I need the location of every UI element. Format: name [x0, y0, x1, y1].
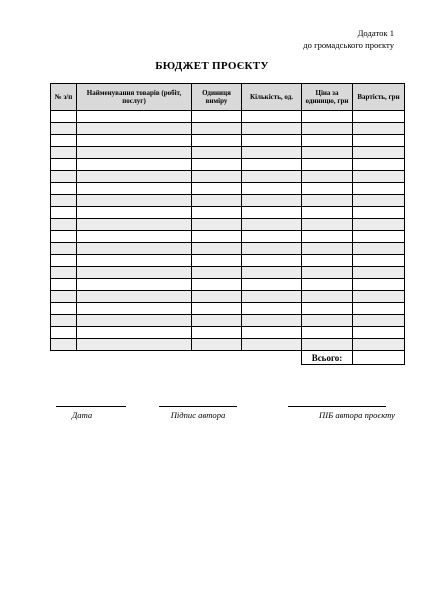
- number-cell[interactable]: [51, 303, 77, 315]
- item-name-cell[interactable]: [77, 219, 192, 231]
- table-row: [51, 339, 405, 351]
- unit-price-cell[interactable]: [302, 195, 353, 207]
- unit-cell[interactable]: [192, 291, 242, 303]
- author-name-line: [288, 406, 386, 407]
- quantity-cell[interactable]: [242, 159, 302, 171]
- date-label: Дата: [71, 410, 93, 420]
- total-row: [51, 351, 405, 365]
- quantity-cell[interactable]: [242, 255, 302, 267]
- number-cell[interactable]: [51, 327, 77, 339]
- quantity-cell[interactable]: [242, 231, 302, 243]
- item-name-cell[interactable]: [77, 135, 192, 147]
- table-row: [51, 255, 405, 267]
- unit-cell[interactable]: [192, 315, 242, 327]
- number-cell[interactable]: [51, 291, 77, 303]
- unit-cell[interactable]: [192, 327, 242, 339]
- unit-cell[interactable]: [192, 135, 242, 147]
- unit-cell[interactable]: [192, 195, 242, 207]
- table-row: [51, 231, 405, 243]
- total-stub: [242, 351, 302, 365]
- table-row: [51, 123, 405, 135]
- unit-cell[interactable]: [192, 279, 242, 291]
- number-cell[interactable]: [51, 279, 77, 291]
- item-name-cell[interactable]: [77, 255, 192, 267]
- quantity-cell[interactable]: [242, 279, 302, 291]
- table-body: [51, 111, 405, 365]
- number-cell[interactable]: [51, 255, 77, 267]
- cost-cell[interactable]: [353, 135, 405, 147]
- item-name-cell[interactable]: [77, 183, 192, 195]
- cost-cell[interactable]: [353, 159, 405, 171]
- item-name-cell[interactable]: [77, 207, 192, 219]
- author-signature-line: [159, 406, 237, 407]
- cost-cell[interactable]: [353, 243, 405, 255]
- quantity-cell[interactable]: [242, 123, 302, 135]
- table-row: [51, 195, 405, 207]
- quantity-cell[interactable]: [242, 171, 302, 183]
- unit-price-cell[interactable]: [302, 123, 353, 135]
- number-cell[interactable]: [51, 147, 77, 159]
- quantity-cell[interactable]: [242, 135, 302, 147]
- table-row: [51, 159, 405, 171]
- table-row: [51, 303, 405, 315]
- appendix-note: [303, 28, 394, 51]
- cost-cell[interactable]: [353, 207, 405, 219]
- unit-cell[interactable]: [192, 255, 242, 267]
- unit-cell[interactable]: [192, 147, 242, 159]
- item-name-cell[interactable]: [77, 303, 192, 315]
- cost-cell[interactable]: [353, 315, 405, 327]
- number-cell[interactable]: [51, 207, 77, 219]
- unit-price-cell[interactable]: [302, 171, 353, 183]
- number-cell[interactable]: [51, 219, 77, 231]
- cost-cell[interactable]: [353, 219, 405, 231]
- cost-cell[interactable]: [353, 171, 405, 183]
- header-number: № з/п: [51, 84, 77, 111]
- unit-price-cell[interactable]: [302, 111, 353, 123]
- cost-cell[interactable]: [353, 279, 405, 291]
- number-cell[interactable]: [51, 111, 77, 123]
- page-title: БЮДЖЕТ ПРОЄКТУ: [155, 60, 269, 72]
- unit-cell[interactable]: [192, 303, 242, 315]
- unit-cell[interactable]: [192, 219, 242, 231]
- quantity-cell[interactable]: [242, 219, 302, 231]
- quantity-cell[interactable]: [242, 327, 302, 339]
- item-name-cell[interactable]: [77, 279, 192, 291]
- total-stub: [77, 351, 192, 365]
- table-row: [51, 183, 405, 195]
- table-row: [51, 279, 405, 291]
- cost-cell[interactable]: [353, 255, 405, 267]
- unit-price-cell[interactable]: [302, 339, 353, 351]
- quantity-cell[interactable]: [242, 111, 302, 123]
- unit-price-cell[interactable]: [302, 231, 353, 243]
- item-name-cell[interactable]: [77, 195, 192, 207]
- number-cell[interactable]: [51, 183, 77, 195]
- item-name-cell[interactable]: [77, 111, 192, 123]
- appendix-line-2: до громадського проєкту: [303, 39, 394, 50]
- table-row: [51, 135, 405, 147]
- unit-price-cell[interactable]: [302, 279, 353, 291]
- header-cost: Вартість, грн: [353, 84, 405, 111]
- unit-price-cell[interactable]: [302, 159, 353, 171]
- appendix-line-1: Додаток 1: [357, 28, 394, 38]
- quantity-cell[interactable]: [242, 315, 302, 327]
- table-row: [51, 291, 405, 303]
- cost-cell[interactable]: [353, 339, 405, 351]
- header-quantity: Кількість, од.: [242, 84, 302, 111]
- item-name-cell[interactable]: [77, 315, 192, 327]
- unit-price-cell[interactable]: [302, 267, 353, 279]
- item-name-cell[interactable]: [77, 267, 192, 279]
- item-name-cell[interactable]: [77, 339, 192, 351]
- table-row: [51, 207, 405, 219]
- cost-cell[interactable]: [353, 291, 405, 303]
- unit-cell[interactable]: [192, 267, 242, 279]
- unit-price-cell[interactable]: [302, 135, 353, 147]
- author-signature-label: Підпис автора: [170, 410, 226, 420]
- total-label: Всього:: [302, 351, 353, 365]
- unit-price-cell[interactable]: [302, 315, 353, 327]
- header-unit: Одиниця виміру: [192, 84, 242, 111]
- unit-price-cell[interactable]: [302, 291, 353, 303]
- number-cell[interactable]: [51, 171, 77, 183]
- item-name-cell[interactable]: [77, 291, 192, 303]
- table-row: [51, 267, 405, 279]
- unit-cell[interactable]: [192, 111, 242, 123]
- quantity-cell[interactable]: [242, 183, 302, 195]
- total-stub: [192, 351, 242, 365]
- unit-price-cell[interactable]: [302, 303, 353, 315]
- unit-price-cell[interactable]: [302, 255, 353, 267]
- cost-cell[interactable]: [353, 195, 405, 207]
- quantity-cell[interactable]: [242, 339, 302, 351]
- item-name-cell[interactable]: [77, 243, 192, 255]
- item-name-cell[interactable]: [77, 123, 192, 135]
- item-name-cell[interactable]: [77, 327, 192, 339]
- date-line: [56, 406, 126, 407]
- author-name-label: ПІБ автора проєкту: [319, 410, 395, 420]
- cost-cell[interactable]: [353, 183, 405, 195]
- unit-cell[interactable]: [192, 243, 242, 255]
- unit-cell[interactable]: [192, 123, 242, 135]
- unit-price-cell[interactable]: [302, 147, 353, 159]
- item-name-cell[interactable]: [77, 147, 192, 159]
- quantity-cell[interactable]: [242, 267, 302, 279]
- number-cell[interactable]: [51, 243, 77, 255]
- unit-price-cell[interactable]: [302, 183, 353, 195]
- quantity-cell[interactable]: [242, 243, 302, 255]
- unit-price-cell[interactable]: [302, 243, 353, 255]
- cost-cell[interactable]: [353, 231, 405, 243]
- unit-price-cell[interactable]: [302, 207, 353, 219]
- table-header-row: [51, 84, 405, 111]
- cost-cell[interactable]: [353, 327, 405, 339]
- quantity-cell[interactable]: [242, 195, 302, 207]
- unit-price-cell[interactable]: [302, 219, 353, 231]
- cost-cell[interactable]: [353, 303, 405, 315]
- cost-cell[interactable]: [353, 123, 405, 135]
- unit-cell[interactable]: [192, 159, 242, 171]
- table-row: [51, 171, 405, 183]
- number-cell[interactable]: [51, 267, 77, 279]
- total-stub: [51, 351, 77, 365]
- table-row: [51, 219, 405, 231]
- header-unit-price: Ціна за одиницю, грн: [302, 84, 353, 111]
- cost-cell[interactable]: [353, 147, 405, 159]
- item-name-cell[interactable]: [77, 231, 192, 243]
- unit-cell[interactable]: [192, 339, 242, 351]
- item-name-cell[interactable]: [77, 171, 192, 183]
- quantity-cell[interactable]: [242, 147, 302, 159]
- table-row: [51, 327, 405, 339]
- table-row: [51, 147, 405, 159]
- budget-table: [50, 83, 405, 365]
- unit-cell[interactable]: [192, 231, 242, 243]
- table-row: [51, 243, 405, 255]
- unit-price-cell[interactable]: [302, 327, 353, 339]
- unit-cell[interactable]: [192, 171, 242, 183]
- number-cell[interactable]: [51, 339, 77, 351]
- quantity-cell[interactable]: [242, 303, 302, 315]
- unit-cell[interactable]: [192, 183, 242, 195]
- quantity-cell[interactable]: [242, 291, 302, 303]
- item-name-cell[interactable]: [77, 159, 192, 171]
- total-value-cell[interactable]: [353, 351, 405, 365]
- unit-cell[interactable]: [192, 207, 242, 219]
- table-row: [51, 315, 405, 327]
- number-cell[interactable]: [51, 195, 77, 207]
- header-item-name: Найменування товарів (робіт, послуг): [77, 84, 192, 111]
- number-cell[interactable]: [51, 123, 77, 135]
- cost-cell[interactable]: [353, 111, 405, 123]
- number-cell[interactable]: [51, 231, 77, 243]
- number-cell[interactable]: [51, 159, 77, 171]
- cost-cell[interactable]: [353, 267, 405, 279]
- quantity-cell[interactable]: [242, 207, 302, 219]
- number-cell[interactable]: [51, 315, 77, 327]
- table-row: [51, 111, 405, 123]
- number-cell[interactable]: [51, 135, 77, 147]
